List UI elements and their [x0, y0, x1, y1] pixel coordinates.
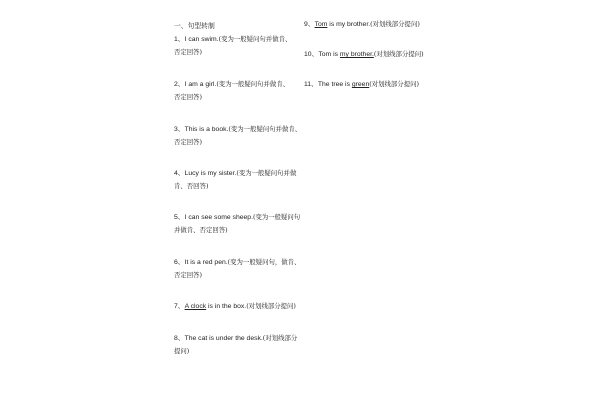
question-instruction-cont: 提问) [174, 347, 190, 355]
question-2 [174, 78, 289, 104]
question-instruction-cont: 否定回答) [174, 138, 203, 146]
question-instruction: (变为一般疑问句，做肯、 [227, 258, 301, 266]
question-6 [174, 256, 300, 282]
question-instruction: (对划线部分 [262, 334, 298, 342]
question-9 [304, 18, 420, 31]
question-sentence: The cat is under the desk. [184, 335, 263, 342]
question-number: 1、 [174, 36, 185, 43]
question-sentence: is my brother. [327, 21, 371, 28]
question-instruction: (变为一般疑问句 [252, 213, 301, 221]
question-sentence: I am a girl. [184, 81, 217, 88]
question-number: 7、 [174, 303, 185, 310]
question-instruction-cont: 并做肯、否定回答) [174, 226, 228, 234]
question-sentence: Tom is [318, 51, 340, 58]
question-number: 8、 [174, 335, 185, 342]
question-sentence: Lucy is my sister. [184, 170, 237, 177]
question-instruction: (对划线部分提问) [370, 20, 420, 28]
question-number: 10、 [304, 51, 319, 58]
question-sentence: This is a book. [184, 126, 229, 133]
question-4 [174, 167, 296, 193]
question-3 [174, 123, 301, 149]
question-sentence: is in the box. [206, 303, 247, 310]
underlined-phrase: A clock [184, 303, 207, 310]
question-number: 3、 [174, 126, 185, 133]
question-instruction-cont: 否定回答) [174, 93, 203, 101]
question-instruction-cont: 否定回答) [174, 48, 203, 56]
question-instruction-cont: 否定回答) [174, 271, 203, 279]
question-10 [304, 48, 424, 61]
question-5 [174, 211, 300, 237]
question-number: 9、 [304, 21, 315, 28]
question-instruction: (变为一般疑问句并做肯、 [228, 125, 302, 133]
question-number: 6、 [174, 259, 185, 266]
question-instruction: (对划线部分提问) [246, 302, 296, 310]
section-title: 一、句型转制 [174, 22, 215, 30]
question-instruction: (对划线部分提问) [369, 80, 419, 88]
question-1 [174, 33, 291, 59]
question-instruction: (变为一般疑问句并做 [236, 169, 297, 177]
underlined-phrase: my brother. [339, 51, 374, 58]
underlined-phrase: green [351, 81, 370, 88]
question-number: 4、 [174, 170, 185, 177]
question-instruction: (对划线部分提问) [373, 50, 424, 58]
question-number: 11、 [304, 81, 318, 88]
question-instruction: (变为一般疑问句并做肯、 [216, 80, 290, 88]
question-instruction-cont: 肯、否回答) [174, 182, 209, 190]
question-number: 2、 [174, 81, 185, 88]
question-sentence: I can see some sheep. [184, 214, 253, 221]
question-8 [174, 332, 297, 358]
underlined-phrase: Tom [314, 21, 328, 28]
question-7 [174, 300, 296, 313]
question-number: 5、 [174, 214, 185, 221]
question-sentence: I can swim. [184, 36, 219, 43]
question-instruction: (变为一般疑问句并做肯、 [218, 35, 292, 43]
question-11 [304, 78, 419, 91]
question-sentence: The tree is [317, 81, 352, 88]
question-sentence: It is a red pen. [184, 259, 228, 266]
